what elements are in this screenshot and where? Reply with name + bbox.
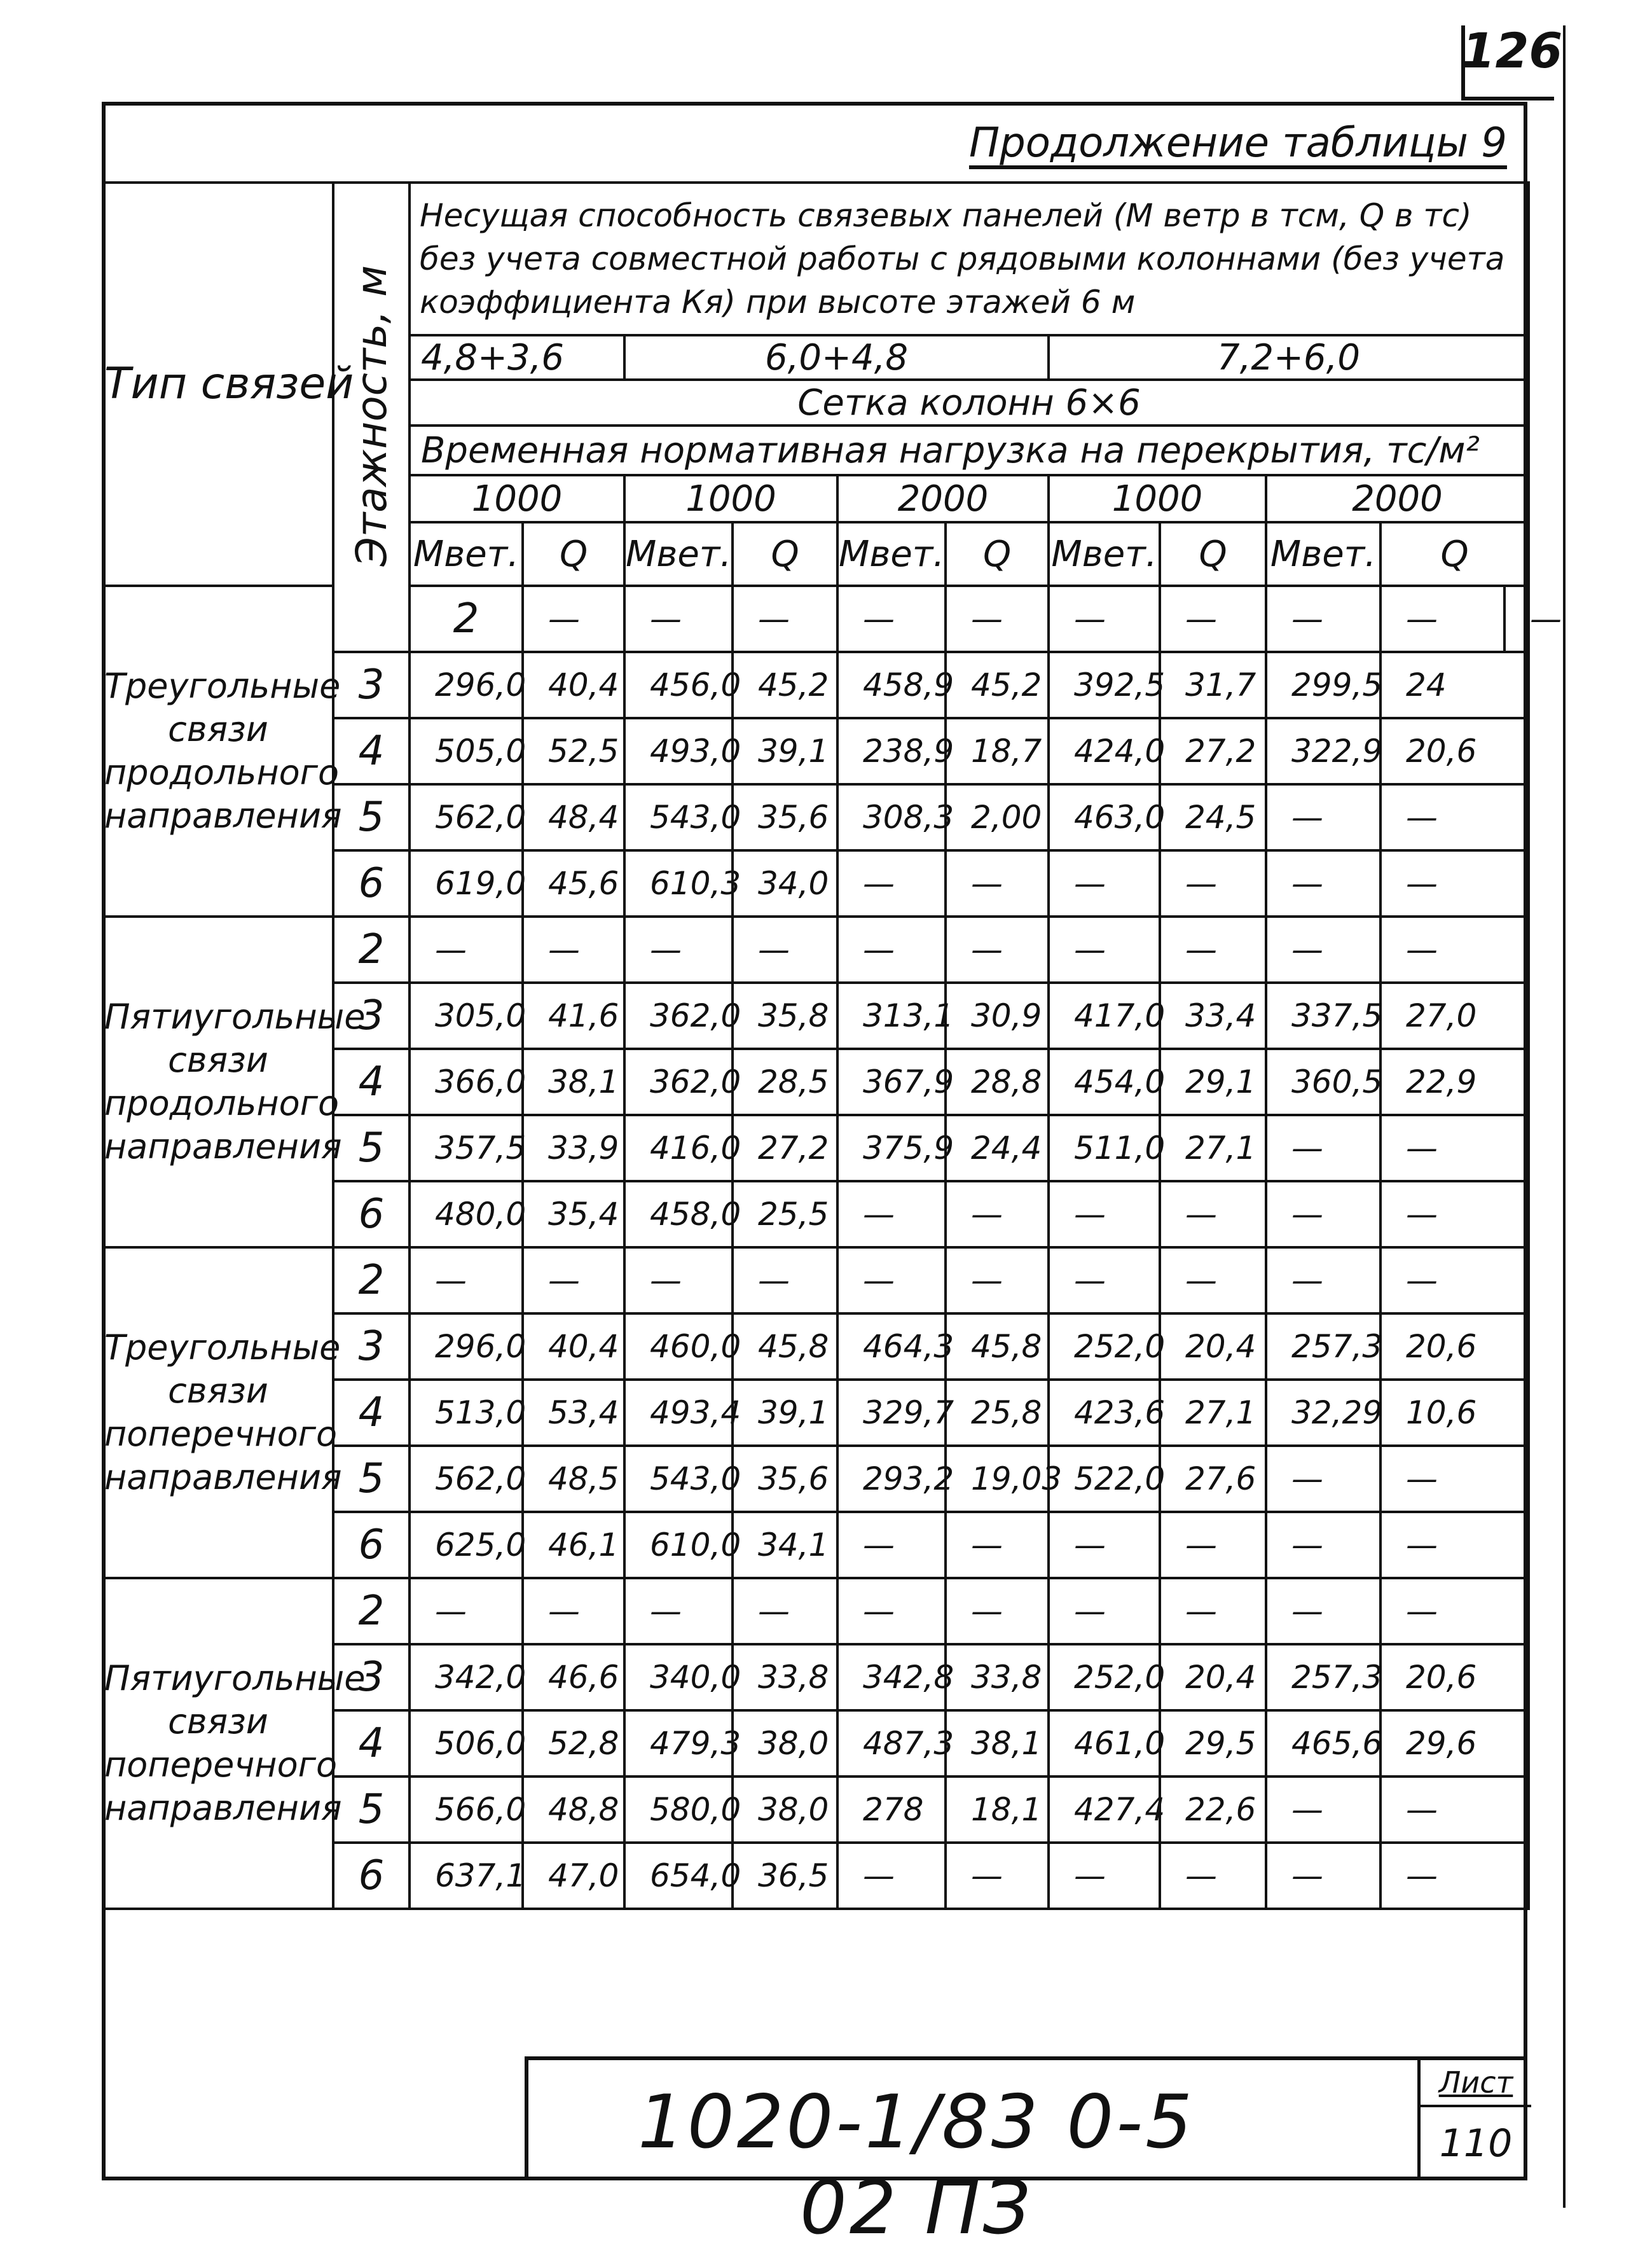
moment-value-cell: — [1266, 784, 1380, 850]
shear-value-cell: 39,1 [733, 718, 837, 784]
col-q-1: Q [523, 522, 624, 586]
table-row [103, 1247, 1529, 1313]
connection-type-cell: Треугольные связи поперечного направления [103, 1247, 333, 1578]
floor-count-cell: 5 [333, 1777, 410, 1843]
moment-value-cell: 522,0 [1049, 1446, 1160, 1512]
shear-value-cell: 52,5 [523, 718, 624, 784]
connection-type-cell: Пятиугольные связи продольного направления [103, 917, 333, 1247]
moment-value-cell: 32,29 [1266, 1380, 1380, 1446]
moment-value-cell: 464,3 [837, 1313, 946, 1380]
shear-value-cell: — [1160, 1181, 1266, 1247]
floor-count-cell: 4 [333, 1049, 410, 1115]
shear-value-cell: 27,1 [1160, 1380, 1266, 1446]
moment-value-cell: 562,0 [410, 1446, 523, 1512]
shear-value-cell: 20,4 [1160, 1313, 1266, 1380]
moment-value-cell: 362,0 [624, 983, 733, 1049]
shear-value-cell: 27,2 [1160, 718, 1266, 784]
shear-value-cell: — [1380, 784, 1529, 850]
moment-value-cell: 366,0 [410, 1049, 523, 1115]
moment-value-cell: — [1266, 1777, 1380, 1843]
moment-value-cell: — [946, 586, 1049, 652]
span-header-1: 4,8+3,6 [410, 335, 624, 380]
moment-value-cell: — [837, 1512, 946, 1578]
shear-value-cell: — [1380, 1247, 1529, 1313]
moment-value-cell: 480,0 [410, 1181, 523, 1247]
moment-value-cell: 299,5 [1266, 652, 1380, 718]
shear-value-cell: — [1380, 1777, 1529, 1843]
moment-value-cell: 305,0 [410, 983, 523, 1049]
shear-value-cell: — [1380, 917, 1529, 983]
capacity-caption: Несущая способность связевых панелей (М ветр в тсм, Q в тс) без учета совместной работы с рядовыми колоннами (без учета коэффициента Кя) при высоте этажей 6 м [410, 183, 1529, 335]
moment-value-cell: 465,6 [1266, 1710, 1380, 1777]
shear-value-cell: 28,8 [946, 1049, 1049, 1115]
shear-value-cell: 29,5 [1160, 1710, 1266, 1777]
shear-value-cell: 24,5 [1160, 784, 1266, 850]
shear-value-cell: 46,1 [523, 1512, 624, 1578]
shear-value-cell: — [946, 1578, 1049, 1644]
shear-value-cell: 38,1 [523, 1049, 624, 1115]
load-value-4: 1000 [1049, 475, 1266, 522]
right-edge-rule [1563, 25, 1566, 2208]
shear-value-cell: 20,6 [1380, 1644, 1529, 1710]
moment-value-cell: — [1266, 1181, 1380, 1247]
floor-count-cell: 5 [333, 784, 410, 850]
shear-value-cell: — [1380, 1115, 1529, 1181]
shear-value-cell: 36,5 [733, 1843, 837, 1909]
moment-value-cell: — [410, 917, 523, 983]
shear-value-cell: 20,6 [1380, 718, 1529, 784]
span-header-3: 7,2+6,0 [1049, 335, 1529, 380]
moment-value-cell: 580,0 [624, 1777, 733, 1843]
shear-value-cell: — [946, 850, 1049, 917]
moment-value-cell: 506,0 [410, 1710, 523, 1777]
moment-value-cell: 460,0 [624, 1313, 733, 1380]
shear-value-cell: — [1160, 1512, 1266, 1578]
moment-value-cell: — [1266, 1115, 1380, 1181]
shear-value-cell: 45,2 [733, 652, 837, 718]
moment-value-cell: 487,3 [837, 1710, 946, 1777]
shear-value-cell: 27,1 [1160, 1115, 1266, 1181]
stamp-sheet-box [1417, 2060, 1531, 2180]
shear-value-cell: 53,4 [523, 1380, 624, 1446]
shear-value-cell: — [1160, 850, 1266, 917]
shear-value-cell: — [624, 586, 733, 652]
moment-value-cell: 619,0 [410, 850, 523, 917]
shear-value-cell: 45,2 [946, 652, 1049, 718]
shear-value-cell: 27,6 [1160, 1446, 1266, 1512]
floor-count-cell: 5 [333, 1115, 410, 1181]
shear-value-cell: 35,6 [733, 784, 837, 850]
moment-value-cell: 342,8 [837, 1644, 946, 1710]
shear-value-cell: 20,6 [1380, 1313, 1529, 1380]
shear-value-cell: 28,5 [733, 1049, 837, 1115]
shear-value-cell: 18,7 [946, 718, 1049, 784]
moment-value-cell: 367,9 [837, 1049, 946, 1115]
moment-value-cell: 308,3 [837, 784, 946, 850]
moment-value-cell: 454,0 [1049, 1049, 1160, 1115]
floor-count-cell: 4 [333, 1380, 410, 1446]
shear-value-cell: 10,6 [1380, 1380, 1529, 1446]
corner-border-horizontal [1465, 97, 1554, 100]
shear-value-cell: 47,0 [523, 1843, 624, 1909]
shear-value-cell: 2,00 [946, 784, 1049, 850]
moment-value-cell: — [837, 850, 946, 917]
moment-value-cell: 257,3 [1266, 1313, 1380, 1380]
shear-value-cell: 24,4 [946, 1115, 1049, 1181]
moment-value-cell: 505,0 [410, 718, 523, 784]
moment-value-cell: — [1266, 917, 1380, 983]
stamp-sheet-label: Лист [1421, 2060, 1531, 2107]
connection-type-cell: Треугольные связи продольного направления [103, 586, 333, 917]
shear-value-cell: 45,8 [946, 1313, 1049, 1380]
shear-value-cell: — [1380, 1181, 1529, 1247]
load-label: Временная нормативная нагрузка на перекрытия, тс/м² [410, 426, 1529, 475]
shear-value-cell: — [1266, 586, 1380, 652]
col-q-4: Q [1160, 522, 1266, 586]
table-row [103, 586, 1529, 652]
moment-value-cell: — [1266, 1843, 1380, 1909]
moment-value-cell: — [1266, 1446, 1380, 1512]
moment-value-cell: 424,0 [1049, 718, 1160, 784]
shear-value-cell: 33,8 [733, 1644, 837, 1710]
shear-value-cell: — [1380, 850, 1529, 917]
shear-value-cell: — [733, 1247, 837, 1313]
shear-value-cell: — [523, 917, 624, 983]
moment-value-cell: 493,4 [624, 1380, 733, 1446]
moment-value-cell: 456,0 [624, 652, 733, 718]
table-bottom-spacer [103, 1909, 1529, 1994]
load-value-3: 2000 [837, 475, 1049, 522]
moment-value-cell: 342,0 [410, 1644, 523, 1710]
shear-value-cell: 38,1 [946, 1710, 1049, 1777]
shear-value-cell: — [946, 1843, 1049, 1909]
shear-value-cell: 25,8 [946, 1380, 1049, 1446]
moment-value-cell: — [523, 586, 624, 652]
capacity-table [102, 181, 1562, 1994]
shear-value-cell: 29,1 [1160, 1049, 1266, 1115]
moment-value-cell: — [624, 1247, 733, 1313]
shear-value-cell: 52,8 [523, 1710, 624, 1777]
load-value-2: 1000 [624, 475, 837, 522]
floor-count-cell: 3 [333, 1313, 410, 1380]
table-row [103, 917, 1529, 983]
shear-value-cell: 48,5 [523, 1446, 624, 1512]
type-header: Тип связей [103, 183, 333, 586]
shear-value-cell: — [733, 917, 837, 983]
connection-type-cell: Пятиугольные связи поперечного направления [103, 1578, 333, 1909]
shear-value-cell: 38,0 [733, 1710, 837, 1777]
moment-value-cell: 340,0 [624, 1644, 733, 1710]
floor-count-cell: 5 [333, 1446, 410, 1512]
shear-value-cell: 33,4 [1160, 983, 1266, 1049]
shear-value-cell: 35,6 [733, 1446, 837, 1512]
shear-value-cell: 31,7 [1160, 652, 1266, 718]
floor-count-cell: 3 [333, 983, 410, 1049]
moment-value-cell: 416,0 [624, 1115, 733, 1181]
moment-value-cell: 625,0 [410, 1512, 523, 1578]
shear-value-cell: 25,5 [733, 1181, 837, 1247]
col-q-2: Q [733, 522, 837, 586]
shear-value-cell: — [1160, 1578, 1266, 1644]
shear-value-cell: 40,4 [523, 1313, 624, 1380]
load-value-1: 1000 [410, 475, 624, 522]
shear-value-cell: 45,8 [733, 1313, 837, 1380]
floor-count-cell: 6 [333, 1843, 410, 1909]
shear-value-cell: 19,03 [946, 1446, 1049, 1512]
moment-value-cell: 375,9 [837, 1115, 946, 1181]
moment-value-cell: — [410, 1247, 523, 1313]
shear-value-cell: — [1504, 586, 1529, 652]
floor-count-cell: 3 [333, 1644, 410, 1710]
moment-value-cell: 296,0 [410, 652, 523, 718]
shear-value-cell: — [1160, 917, 1266, 983]
document-code: 1020-1/83 0-5 02 ПЗ [638, 2079, 1195, 2251]
moment-value-cell: 257,3 [1266, 1644, 1380, 1710]
moment-value-cell: 392,5 [1049, 652, 1160, 718]
moment-value-cell: — [1266, 1578, 1380, 1644]
moment-value-cell: — [1266, 850, 1380, 917]
shear-value-cell: — [733, 1578, 837, 1644]
moment-value-cell: — [410, 1578, 523, 1644]
shear-value-cell: — [946, 917, 1049, 983]
moment-value-cell: 654,0 [624, 1843, 733, 1909]
shear-value-cell: 20,4 [1160, 1644, 1266, 1710]
moment-value-cell: 362,0 [624, 1049, 733, 1115]
shear-value-cell: 22,6 [1160, 1777, 1266, 1843]
moment-value-cell: 511,0 [1049, 1115, 1160, 1181]
moment-value-cell: 610,0 [624, 1512, 733, 1578]
moment-value-cell: 566,0 [410, 1777, 523, 1843]
moment-value-cell: 637,1 [410, 1843, 523, 1909]
floors-header [333, 183, 410, 652]
moment-value-cell: — [1049, 1843, 1160, 1909]
moment-value-cell: 543,0 [624, 1446, 733, 1512]
col-m-3: Мвет. [837, 522, 946, 586]
shear-value-cell: — [1380, 1578, 1529, 1644]
moment-value-cell: 461,0 [1049, 1710, 1160, 1777]
moment-value-cell: 479,3 [624, 1710, 733, 1777]
moment-value-cell: 463,0 [1049, 784, 1160, 850]
moment-value-cell: — [837, 1247, 946, 1313]
shear-value-cell: 33,8 [946, 1644, 1049, 1710]
moment-value-cell: 252,0 [1049, 1313, 1160, 1380]
moment-value-cell: — [1266, 1247, 1380, 1313]
moment-value-cell: — [837, 1181, 946, 1247]
shear-value-cell: 30,9 [946, 983, 1049, 1049]
shear-value-cell: — [1160, 1843, 1266, 1909]
col-m-2: Мвет. [624, 522, 733, 586]
floor-count-cell: 2 [410, 586, 523, 652]
shear-value-cell: — [946, 1247, 1049, 1313]
col-m-1: Мвет. [410, 522, 523, 586]
col-q-3: Q [946, 522, 1049, 586]
moment-value-cell: 278 [837, 1777, 946, 1843]
moment-value-cell: 322,9 [1266, 718, 1380, 784]
span-header-2: 6,0+4,8 [624, 335, 1049, 380]
shear-value-cell: 48,8 [523, 1777, 624, 1843]
col-q-5: Q [1380, 522, 1529, 586]
shear-value-cell: — [946, 1512, 1049, 1578]
moment-value-cell: 357,5 [410, 1115, 523, 1181]
floor-count-cell: 6 [333, 1512, 410, 1578]
moment-value-cell: — [1266, 1512, 1380, 1578]
moment-value-cell: — [1049, 1578, 1160, 1644]
stamp-sheet-number: 110 [1439, 2121, 1513, 2166]
shear-value-cell: 34,1 [733, 1512, 837, 1578]
moment-value-cell: 252,0 [1049, 1644, 1160, 1710]
shear-value-cell: 33,9 [523, 1115, 624, 1181]
shear-value-cell: 34,0 [733, 850, 837, 917]
shear-value-cell: 18,1 [946, 1777, 1049, 1843]
moment-value-cell: 458,0 [624, 1181, 733, 1247]
sheet-number: 126 [1461, 22, 1563, 79]
moment-value-cell: 360,5 [1266, 1049, 1380, 1115]
floor-count-cell: 4 [333, 1710, 410, 1777]
floor-count-cell: 3 [333, 652, 410, 718]
moment-value-cell: 493,0 [624, 718, 733, 784]
col-m-5: Мвет. [1266, 522, 1380, 586]
shear-value-cell: 39,1 [733, 1380, 837, 1446]
moment-value-cell: — [624, 1578, 733, 1644]
moment-value-cell: 513,0 [410, 1380, 523, 1446]
shear-value-cell: 38,0 [733, 1777, 837, 1843]
moment-value-cell: — [837, 1578, 946, 1644]
shear-value-cell: 46,6 [523, 1644, 624, 1710]
moment-value-cell: — [1049, 1181, 1160, 1247]
continuation-title: Продолжение таблицы 9 [968, 120, 1507, 167]
moment-value-cell: 423,6 [1049, 1380, 1160, 1446]
grid-label: Сетка колонн 6×6 [410, 380, 1529, 426]
shear-value-cell: 27,2 [733, 1115, 837, 1181]
moment-value-cell: — [624, 917, 733, 983]
shear-value-cell: 27,0 [1380, 983, 1529, 1049]
shear-value-cell: 35,4 [523, 1181, 624, 1247]
shear-value-cell: 22,9 [1380, 1049, 1529, 1115]
shear-value-cell: 48,4 [523, 784, 624, 850]
moment-value-cell: 427,4 [1049, 1777, 1160, 1843]
moment-value-cell: 337,5 [1266, 983, 1380, 1049]
moment-value-cell: 313,1 [837, 983, 946, 1049]
floor-count-cell: 2 [333, 1247, 410, 1313]
floor-count-cell: 6 [333, 1181, 410, 1247]
floor-count-cell: 6 [333, 850, 410, 917]
spacer-cell [103, 1909, 1529, 1994]
shear-value-cell: 35,8 [733, 983, 837, 1049]
shear-value-cell: 40,4 [523, 652, 624, 718]
moment-value-cell: 329,7 [837, 1380, 946, 1446]
moment-value-cell: — [1049, 850, 1160, 917]
load-value-5: 2000 [1266, 475, 1529, 522]
moment-value-cell: 238,9 [837, 718, 946, 784]
moment-value-cell: 296,0 [410, 1313, 523, 1380]
shear-value-cell: — [1380, 1843, 1529, 1909]
shear-value-cell: — [837, 586, 946, 652]
moment-value-cell: — [733, 586, 837, 652]
table-row [103, 1578, 1529, 1644]
moment-value-cell: — [1160, 586, 1266, 652]
shear-value-cell: — [1380, 1512, 1529, 1578]
moment-value-cell: 610,3 [624, 850, 733, 917]
shear-value-cell: 45,6 [523, 850, 624, 917]
shear-value-cell: — [1380, 1446, 1529, 1512]
floor-count-cell: 4 [333, 718, 410, 784]
shear-value-cell: — [523, 1247, 624, 1313]
moment-value-cell: — [1380, 586, 1504, 652]
shear-value-cell: 24 [1380, 652, 1529, 718]
moment-value-cell: 562,0 [410, 784, 523, 850]
shear-value-cell: 29,6 [1380, 1710, 1529, 1777]
shear-value-cell: — [946, 1181, 1049, 1247]
shear-value-cell: — [1049, 586, 1160, 652]
floors-header-label: Этажность, м [347, 265, 396, 567]
moment-value-cell: — [1049, 1512, 1160, 1578]
shear-value-cell: 41,6 [523, 983, 624, 1049]
title-block-stamp [525, 2056, 1527, 2251]
moment-value-cell: 293,2 [837, 1446, 946, 1512]
shear-value-cell: — [523, 1578, 624, 1644]
moment-value-cell: 458,9 [837, 652, 946, 718]
moment-value-cell: 417,0 [1049, 983, 1160, 1049]
moment-value-cell: 543,0 [624, 784, 733, 850]
col-m-4: Мвет. [1049, 522, 1160, 586]
shear-value-cell: — [1160, 1247, 1266, 1313]
moment-value-cell: — [1049, 917, 1160, 983]
floor-count-cell: 2 [333, 917, 410, 983]
floor-count-cell: 2 [333, 1578, 410, 1644]
moment-value-cell: — [837, 917, 946, 983]
moment-value-cell: — [837, 1843, 946, 1909]
moment-value-cell: — [1049, 1247, 1160, 1313]
